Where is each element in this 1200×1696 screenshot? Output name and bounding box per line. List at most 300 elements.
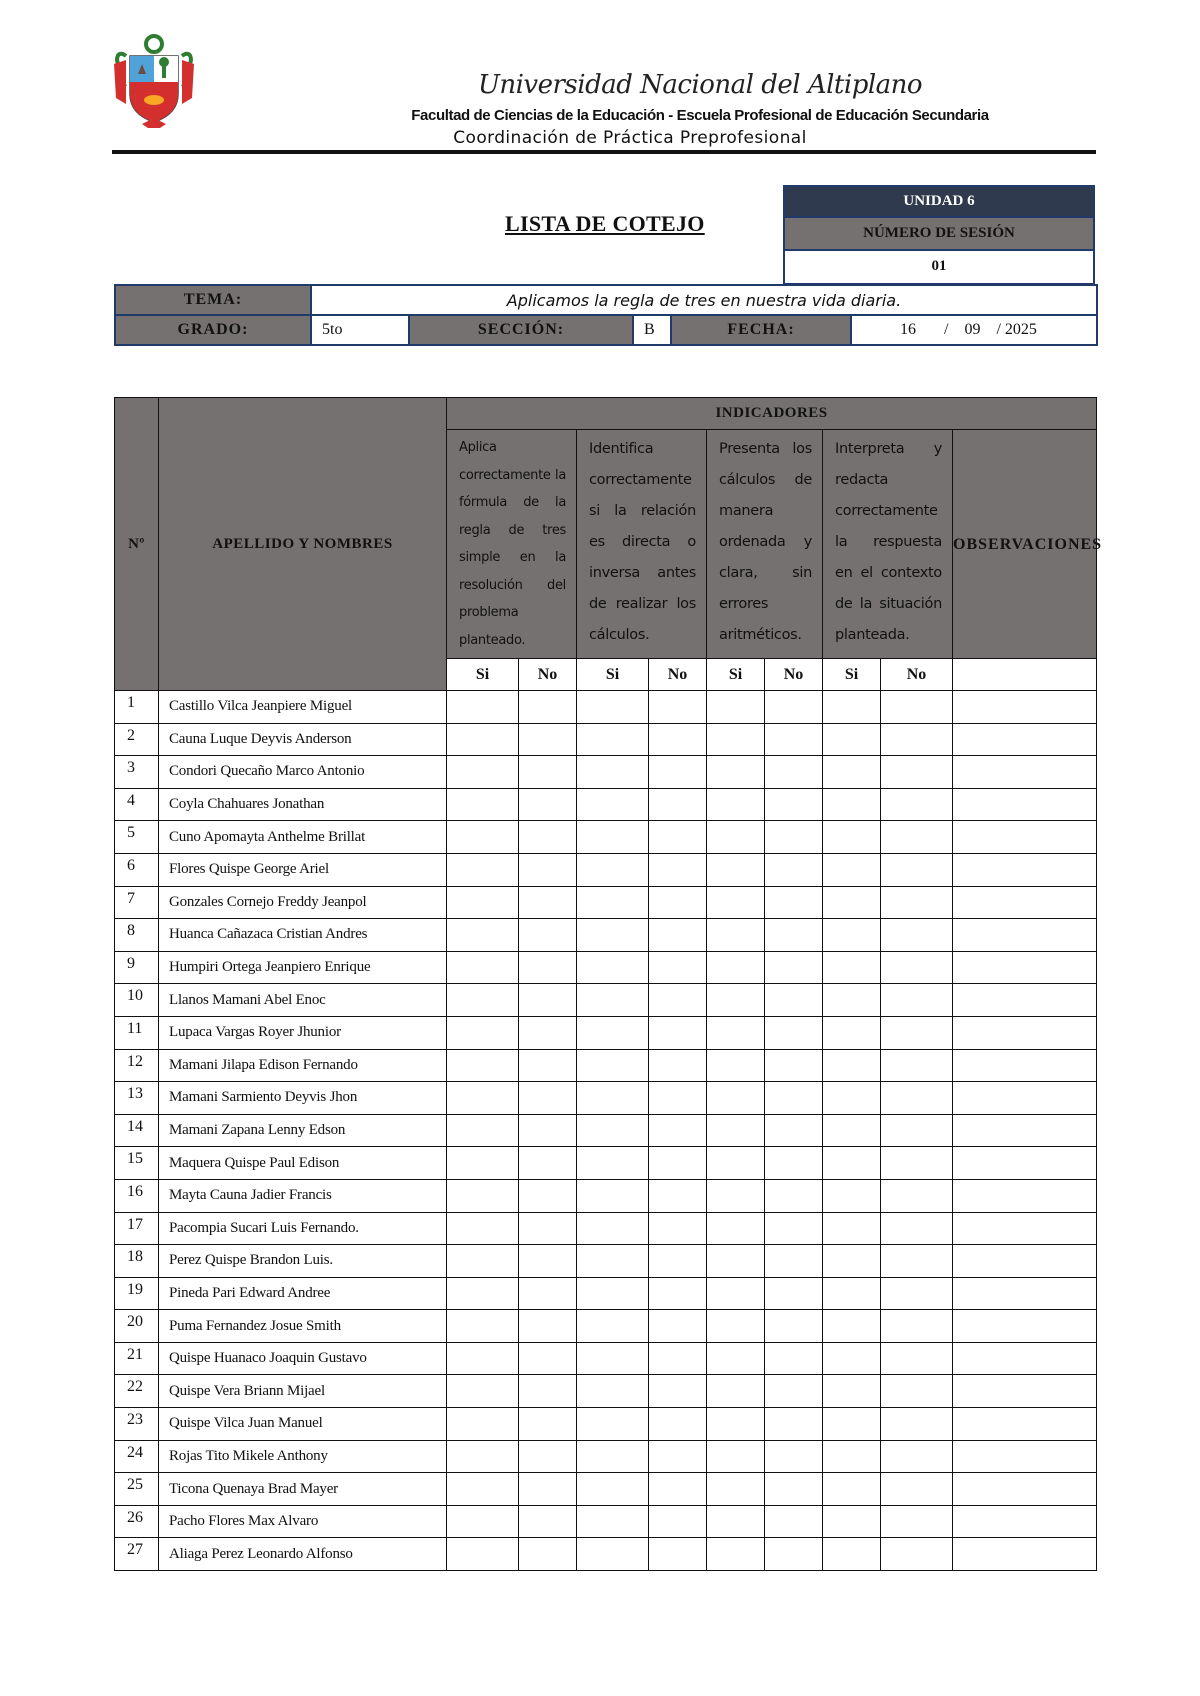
check-cell[interactable] (707, 919, 765, 952)
check-cell[interactable] (649, 853, 707, 886)
observation-cell[interactable] (953, 821, 1097, 854)
check-cell[interactable] (649, 1505, 707, 1538)
check-cell[interactable] (823, 1114, 881, 1147)
check-cell[interactable] (447, 1114, 519, 1147)
student-name: Llanos Mamani Abel Enoc (159, 984, 447, 1017)
check-cell[interactable] (577, 821, 649, 854)
check-cell[interactable] (765, 788, 823, 821)
check-cell[interactable] (519, 821, 577, 854)
si-header: Si (577, 659, 649, 691)
check-cell[interactable] (881, 1505, 953, 1538)
no-header: No (881, 659, 953, 691)
check-cell[interactable] (577, 1440, 649, 1473)
check-cell[interactable] (447, 756, 519, 789)
check-cell[interactable] (577, 1505, 649, 1538)
check-cell[interactable] (577, 1016, 649, 1049)
check-cell[interactable] (823, 723, 881, 756)
check-cell[interactable] (649, 1212, 707, 1245)
check-cell[interactable] (765, 1114, 823, 1147)
check-cell[interactable] (649, 1310, 707, 1343)
document-title: LISTA DE COTEJO (505, 211, 705, 236)
check-cell[interactable] (881, 691, 953, 724)
observation-cell[interactable] (953, 951, 1097, 984)
check-cell[interactable] (765, 1473, 823, 1506)
check-cell[interactable] (823, 1342, 881, 1375)
check-cell[interactable] (765, 1147, 823, 1180)
check-cell[interactable] (765, 1408, 823, 1441)
observation-cell[interactable] (953, 788, 1097, 821)
check-cell[interactable] (577, 1277, 649, 1310)
check-cell[interactable] (577, 691, 649, 724)
check-cell[interactable] (707, 788, 765, 821)
check-cell[interactable] (707, 951, 765, 984)
check-cell[interactable] (519, 886, 577, 919)
check-cell[interactable] (577, 1212, 649, 1245)
check-cell[interactable] (519, 853, 577, 886)
check-cell[interactable] (519, 1082, 577, 1115)
check-cell[interactable] (707, 1245, 765, 1278)
student-name: Aliaga Perez Leonardo Alfonso (159, 1538, 447, 1571)
check-cell[interactable] (519, 1342, 577, 1375)
check-cell[interactable] (707, 1538, 765, 1571)
observation-cell[interactable] (953, 756, 1097, 789)
check-cell[interactable] (519, 1147, 577, 1180)
check-cell[interactable] (519, 1505, 577, 1538)
check-cell[interactable] (447, 1245, 519, 1278)
check-cell[interactable] (823, 1440, 881, 1473)
check-cell[interactable] (649, 1342, 707, 1375)
check-cell[interactable] (649, 1375, 707, 1408)
observation-cell[interactable] (953, 1082, 1097, 1115)
check-cell[interactable] (577, 1538, 649, 1571)
check-cell[interactable] (823, 1212, 881, 1245)
observation-cell[interactable] (953, 1440, 1097, 1473)
check-cell[interactable] (649, 1016, 707, 1049)
check-cell[interactable] (577, 1408, 649, 1441)
student-name: Mamani Sarmiento Deyvis Jhon (159, 1082, 447, 1115)
check-cell[interactable] (649, 788, 707, 821)
observation-cell[interactable] (953, 1375, 1097, 1408)
observation-cell[interactable] (953, 1538, 1097, 1571)
check-cell[interactable] (823, 919, 881, 952)
fecha-label: FECHA: (671, 315, 851, 345)
check-cell[interactable] (707, 691, 765, 724)
observation-cell[interactable] (953, 984, 1097, 1017)
check-cell[interactable] (881, 951, 953, 984)
check-cell[interactable] (823, 886, 881, 919)
check-cell[interactable] (707, 1375, 765, 1408)
observation-cell[interactable] (953, 1179, 1097, 1212)
check-cell[interactable] (881, 1408, 953, 1441)
check-cell[interactable] (649, 1277, 707, 1310)
check-cell[interactable] (765, 1245, 823, 1278)
check-cell[interactable] (823, 1505, 881, 1538)
check-cell[interactable] (447, 919, 519, 952)
check-cell[interactable] (519, 1408, 577, 1441)
check-cell[interactable] (765, 1310, 823, 1343)
check-cell[interactable] (765, 1440, 823, 1473)
check-cell[interactable] (707, 1310, 765, 1343)
observation-cell[interactable] (953, 1342, 1097, 1375)
check-cell[interactable] (881, 919, 953, 952)
check-cell[interactable] (447, 984, 519, 1017)
check-cell[interactable] (577, 1179, 649, 1212)
check-cell[interactable] (707, 1179, 765, 1212)
check-cell[interactable] (447, 821, 519, 854)
check-cell[interactable] (447, 853, 519, 886)
check-cell[interactable] (707, 1440, 765, 1473)
check-cell[interactable] (707, 853, 765, 886)
unit-session-box (783, 185, 1095, 285)
no-header: No (765, 659, 823, 691)
check-cell[interactable] (707, 1082, 765, 1115)
check-cell[interactable] (577, 1114, 649, 1147)
check-cell[interactable] (447, 1082, 519, 1115)
header-divider (112, 150, 1096, 154)
check-cell[interactable] (447, 691, 519, 724)
check-cell[interactable] (765, 1538, 823, 1571)
observation-cell[interactable] (953, 1114, 1097, 1147)
check-cell[interactable] (447, 1016, 519, 1049)
check-cell[interactable] (823, 1277, 881, 1310)
student-name: Rojas Tito Mikele Anthony (159, 1440, 447, 1473)
table-row (115, 1342, 1097, 1375)
check-cell[interactable] (649, 886, 707, 919)
check-cell[interactable] (649, 1049, 707, 1082)
check-cell[interactable] (881, 1473, 953, 1506)
check-cell[interactable] (765, 1342, 823, 1375)
check-cell[interactable] (577, 756, 649, 789)
table-row (115, 1310, 1097, 1343)
check-cell[interactable] (577, 1049, 649, 1082)
check-cell[interactable] (577, 1310, 649, 1343)
check-cell[interactable] (823, 984, 881, 1017)
observation-cell[interactable] (953, 1277, 1097, 1310)
check-cell[interactable] (649, 1114, 707, 1147)
check-cell[interactable] (765, 756, 823, 789)
student-name: Mamani Jilapa Edison Fernando (159, 1049, 447, 1082)
check-cell[interactable] (447, 723, 519, 756)
indicator-1: Aplica correctamente la fórmula de la regla de tres simple en la resolución del problema planteado. (447, 430, 577, 659)
check-cell[interactable] (765, 821, 823, 854)
check-cell[interactable] (577, 984, 649, 1017)
check-cell[interactable] (519, 1277, 577, 1310)
check-cell[interactable] (707, 1212, 765, 1245)
check-cell[interactable] (881, 853, 953, 886)
check-cell[interactable] (765, 1375, 823, 1408)
check-cell[interactable] (881, 1245, 953, 1278)
observation-cell[interactable] (953, 886, 1097, 919)
table-row (115, 1440, 1097, 1473)
check-cell[interactable] (823, 951, 881, 984)
check-cell[interactable] (447, 1505, 519, 1538)
check-cell[interactable] (881, 1342, 953, 1375)
check-cell[interactable] (519, 951, 577, 984)
check-cell[interactable] (447, 1277, 519, 1310)
row-number: 2 (115, 723, 159, 756)
check-cell[interactable] (823, 1310, 881, 1343)
student-name: Quispe Vera Briann Mijael (159, 1375, 447, 1408)
table-row (115, 1408, 1097, 1441)
check-cell[interactable] (765, 691, 823, 724)
check-cell[interactable] (707, 756, 765, 789)
check-cell[interactable] (823, 1082, 881, 1115)
table-row (115, 1049, 1097, 1082)
unit-label: UNIDAD 6 (785, 187, 1093, 218)
check-cell[interactable] (649, 984, 707, 1017)
observation-cell[interactable] (953, 691, 1097, 724)
check-cell[interactable] (823, 853, 881, 886)
check-cell[interactable] (823, 1147, 881, 1180)
check-cell[interactable] (447, 1147, 519, 1180)
check-cell[interactable] (881, 1440, 953, 1473)
check-cell[interactable] (447, 1179, 519, 1212)
check-cell[interactable] (881, 1016, 953, 1049)
check-cell[interactable] (447, 1212, 519, 1245)
observation-cell[interactable] (953, 1505, 1097, 1538)
check-cell[interactable] (649, 1473, 707, 1506)
tema-value: Aplicamos la regla de tres en nuestra vida diaria. (311, 285, 1097, 315)
check-cell[interactable] (447, 1342, 519, 1375)
check-cell[interactable] (707, 1114, 765, 1147)
check-cell[interactable] (707, 1408, 765, 1441)
table-row (115, 984, 1097, 1017)
grado-label: GRADO: (115, 315, 311, 345)
check-cell[interactable] (649, 723, 707, 756)
student-name: Castillo Vilca Jeanpiere Miguel (159, 691, 447, 724)
check-cell[interactable] (707, 984, 765, 1017)
observation-cell[interactable] (953, 1147, 1097, 1180)
student-name: Puma Fernandez Josue Smith (159, 1310, 447, 1343)
check-cell[interactable] (823, 1408, 881, 1441)
check-cell[interactable] (765, 1016, 823, 1049)
row-number: 4 (115, 788, 159, 821)
check-cell[interactable] (519, 1375, 577, 1408)
observation-cell[interactable] (953, 723, 1097, 756)
check-cell[interactable] (881, 1375, 953, 1408)
check-cell[interactable] (881, 1538, 953, 1571)
row-number: 14 (115, 1114, 159, 1147)
check-cell[interactable] (519, 723, 577, 756)
check-cell[interactable] (577, 723, 649, 756)
check-cell[interactable] (649, 1245, 707, 1278)
check-cell[interactable] (823, 1049, 881, 1082)
check-cell[interactable] (649, 919, 707, 952)
observation-cell[interactable] (953, 1310, 1097, 1343)
check-cell[interactable] (881, 886, 953, 919)
check-cell[interactable] (765, 919, 823, 952)
check-cell[interactable] (649, 691, 707, 724)
table-row (115, 853, 1097, 886)
row-number: 1 (115, 691, 159, 724)
check-cell[interactable] (577, 1147, 649, 1180)
table-row (115, 1212, 1097, 1245)
check-cell[interactable] (881, 788, 953, 821)
observation-cell[interactable] (953, 1473, 1097, 1506)
check-cell[interactable] (823, 1179, 881, 1212)
check-cell[interactable] (707, 1016, 765, 1049)
observation-cell[interactable] (953, 1016, 1097, 1049)
check-cell[interactable] (823, 788, 881, 821)
check-cell[interactable] (765, 886, 823, 919)
check-cell[interactable] (519, 1049, 577, 1082)
row-number: 25 (115, 1473, 159, 1506)
check-cell[interactable] (707, 723, 765, 756)
check-cell[interactable] (519, 691, 577, 724)
check-cell[interactable] (881, 1277, 953, 1310)
row-number: 22 (115, 1375, 159, 1408)
tema-label: TEMA: (115, 285, 311, 315)
observation-cell[interactable] (953, 1212, 1097, 1245)
check-cell[interactable] (519, 756, 577, 789)
check-cell[interactable] (447, 788, 519, 821)
check-cell[interactable] (649, 1440, 707, 1473)
check-cell[interactable] (577, 1245, 649, 1278)
observation-cell[interactable] (953, 853, 1097, 886)
check-cell[interactable] (649, 1147, 707, 1180)
check-cell[interactable] (881, 1147, 953, 1180)
row-number: 20 (115, 1310, 159, 1343)
check-cell[interactable] (447, 951, 519, 984)
check-cell[interactable] (649, 756, 707, 789)
check-cell[interactable] (881, 1114, 953, 1147)
check-cell[interactable] (823, 691, 881, 724)
observations-header: OBSERVACIONES (953, 430, 1097, 659)
check-cell[interactable] (519, 1538, 577, 1571)
table-row (115, 1473, 1097, 1506)
check-cell[interactable] (649, 951, 707, 984)
check-cell[interactable] (881, 821, 953, 854)
check-cell[interactable] (765, 1049, 823, 1082)
si-header: Si (447, 659, 519, 691)
check-cell[interactable] (881, 756, 953, 789)
check-cell[interactable] (649, 1179, 707, 1212)
check-cell[interactable] (765, 1212, 823, 1245)
check-cell[interactable] (707, 886, 765, 919)
check-cell[interactable] (447, 1538, 519, 1571)
student-name: Humpiri Ortega Jeanpiero Enrique (159, 951, 447, 984)
session-label: NÚMERO DE SESIÓN (785, 218, 1093, 251)
check-cell[interactable] (649, 1538, 707, 1571)
student-name: Pacho Flores Max Alvaro (159, 1505, 447, 1538)
table-row (115, 691, 1097, 724)
check-cell[interactable] (765, 1277, 823, 1310)
check-cell[interactable] (765, 1505, 823, 1538)
check-cell[interactable] (577, 1473, 649, 1506)
check-cell[interactable] (577, 951, 649, 984)
check-cell[interactable] (765, 1082, 823, 1115)
check-cell[interactable] (765, 984, 823, 1017)
check-cell[interactable] (707, 1342, 765, 1375)
check-cell[interactable] (881, 1179, 953, 1212)
observation-cell[interactable] (953, 1408, 1097, 1441)
check-cell[interactable] (447, 1310, 519, 1343)
check-cell[interactable] (707, 1147, 765, 1180)
check-cell[interactable] (519, 919, 577, 952)
table-row (115, 1179, 1097, 1212)
check-cell[interactable] (447, 1049, 519, 1082)
student-name: Lupaca Vargas Royer Jhunior (159, 1016, 447, 1049)
check-cell[interactable] (519, 1114, 577, 1147)
check-cell[interactable] (519, 1016, 577, 1049)
observation-cell[interactable] (953, 1049, 1097, 1082)
check-cell[interactable] (765, 951, 823, 984)
table-row (115, 821, 1097, 854)
check-cell[interactable] (577, 788, 649, 821)
check-cell[interactable] (577, 919, 649, 952)
check-cell[interactable] (823, 1245, 881, 1278)
student-name: Huanca Cañazaca Cristian Andres (159, 919, 447, 952)
check-cell[interactable] (577, 886, 649, 919)
check-cell[interactable] (577, 853, 649, 886)
check-cell[interactable] (577, 1375, 649, 1408)
check-cell[interactable] (707, 1049, 765, 1082)
check-cell[interactable] (823, 1016, 881, 1049)
check-cell[interactable] (649, 1408, 707, 1441)
check-cell[interactable] (447, 1473, 519, 1506)
check-cell[interactable] (519, 1310, 577, 1343)
check-cell[interactable] (447, 1440, 519, 1473)
check-cell[interactable] (765, 1179, 823, 1212)
check-cell[interactable] (823, 756, 881, 789)
check-cell[interactable] (707, 1277, 765, 1310)
check-cell[interactable] (707, 1505, 765, 1538)
check-cell[interactable] (577, 1342, 649, 1375)
check-cell[interactable] (519, 984, 577, 1017)
check-cell[interactable] (881, 723, 953, 756)
check-cell[interactable] (881, 1212, 953, 1245)
session-number: 01 (785, 251, 1093, 283)
observation-cell[interactable] (953, 1245, 1097, 1278)
check-cell[interactable] (577, 1082, 649, 1115)
check-cell[interactable] (823, 1538, 881, 1571)
check-cell[interactable] (881, 1082, 953, 1115)
check-cell[interactable] (519, 1473, 577, 1506)
check-cell[interactable] (519, 1212, 577, 1245)
table-row (115, 951, 1097, 984)
check-cell[interactable] (519, 1440, 577, 1473)
row-number: 19 (115, 1277, 159, 1310)
check-cell[interactable] (447, 886, 519, 919)
check-cell[interactable] (447, 1408, 519, 1441)
grado-value: 5to (311, 315, 409, 345)
student-name: Mayta Cauna Jadier Francis (159, 1179, 447, 1212)
check-cell[interactable] (519, 1245, 577, 1278)
check-cell[interactable] (823, 821, 881, 854)
col-name-header: APELLIDO Y NOMBRES (159, 398, 447, 691)
check-cell[interactable] (881, 1049, 953, 1082)
check-cell[interactable] (707, 1473, 765, 1506)
checklist-table (114, 397, 1103, 1571)
check-cell[interactable] (823, 1473, 881, 1506)
check-cell[interactable] (881, 984, 953, 1017)
fecha-value: 16 / 09 / 2025 (851, 315, 1097, 345)
observation-cell[interactable] (953, 919, 1097, 952)
check-cell[interactable] (765, 853, 823, 886)
check-cell[interactable] (519, 788, 577, 821)
check-cell[interactable] (881, 1310, 953, 1343)
observations-blank (953, 659, 1097, 691)
check-cell[interactable] (765, 723, 823, 756)
check-cell[interactable] (649, 821, 707, 854)
check-cell[interactable] (447, 1375, 519, 1408)
check-cell[interactable] (823, 1375, 881, 1408)
col-num-header: Nº (115, 398, 159, 691)
check-cell[interactable] (649, 1082, 707, 1115)
check-cell[interactable] (519, 1179, 577, 1212)
check-cell[interactable] (707, 821, 765, 854)
indicator-3: Presenta los cálculos de manera ordenada y clara, sin errores aritméticos. (707, 430, 823, 659)
